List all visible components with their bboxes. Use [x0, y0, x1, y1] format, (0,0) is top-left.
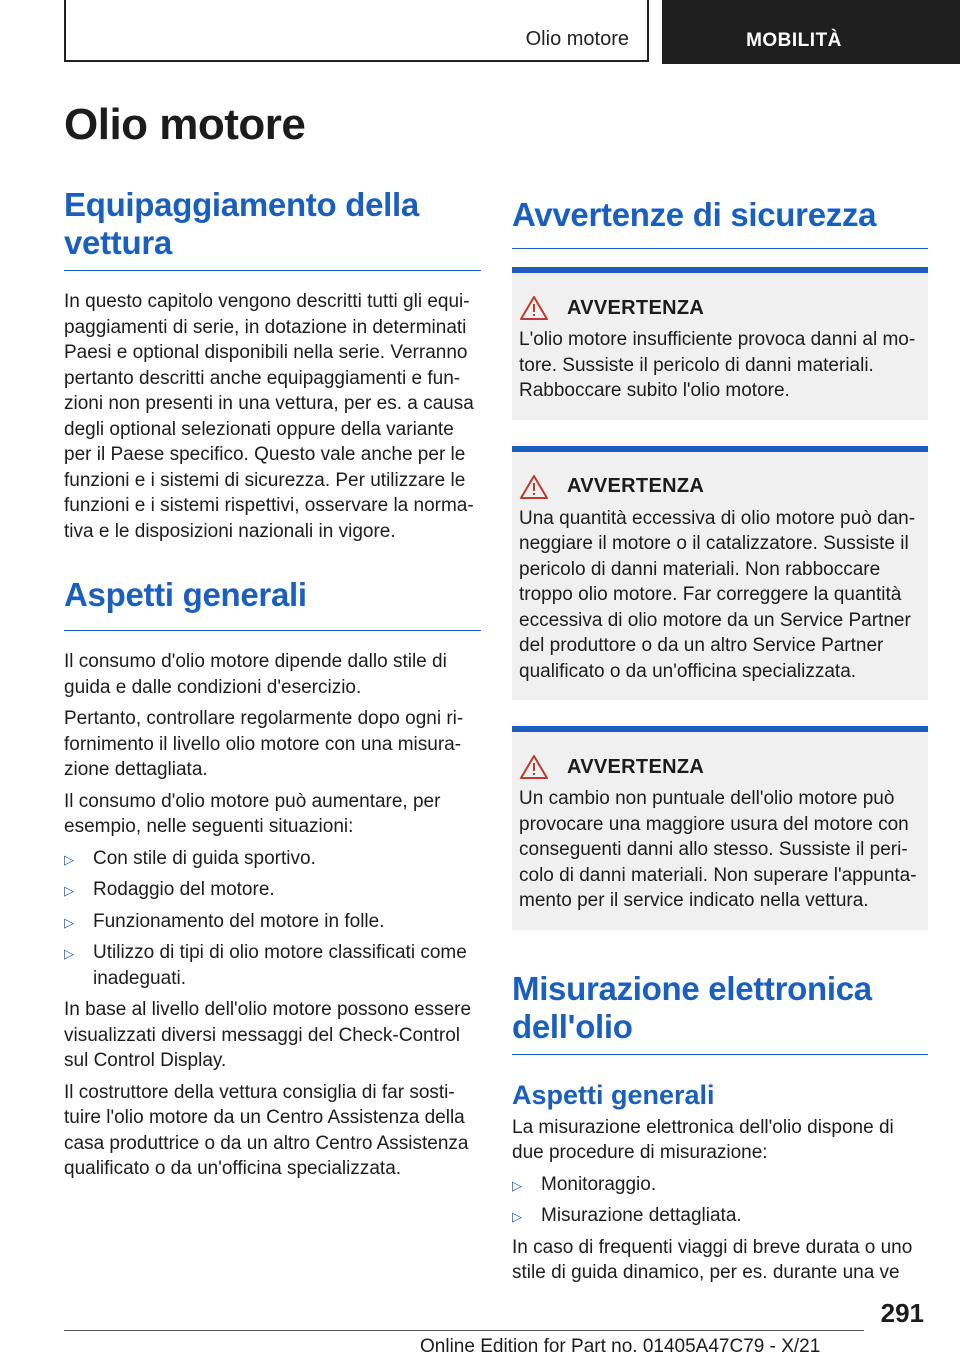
warning-triangle-icon	[519, 474, 549, 500]
bullet-triangle-icon: ▷	[512, 1209, 522, 1224]
heading-rule	[64, 270, 481, 271]
bullet-list	[64, 846, 481, 992]
heading-electronic-measurement: Misurazione elettronica dell'olio	[512, 969, 872, 1045]
page-number: 291	[880, 1298, 924, 1328]
bullet-triangle-icon: ▷	[64, 914, 74, 930]
list-item: ▷ Misurazione dettagliata.	[512, 1203, 928, 1229]
bullet-triangle-icon: ▷	[64, 851, 74, 867]
paragraph: In base al livello dell'olio motore possono essere visualizzati diversi messaggi del Check-Control sul Control Display.	[64, 999, 472, 1071]
paragraph: Pertanto, controllare regolarmente dopo ogni rifornimento il livello olio motore con una misurazione dettagliata.	[64, 708, 464, 780]
paragraph: In caso di frequenti viaggi di breve durata o uno stile di guida dinamico, per es. durante una ve	[512, 1236, 913, 1283]
footer-rule	[64, 1330, 864, 1331]
warning-box	[512, 446, 928, 701]
heading-safety-warnings: Avvertenze di sicurezza	[512, 196, 877, 233]
heading-rule	[512, 1054, 928, 1055]
warning-title: AVVERTENZA	[567, 755, 705, 778]
header-section-box	[64, 0, 649, 62]
warning-box	[512, 267, 928, 420]
heading-rule	[64, 630, 481, 631]
header-chapter-label: MOBILITÀ	[746, 30, 842, 51]
paragraph-equipment: In questo capitolo vengono descritti tutti gli equipaggiamenti di serie, in dotazione in determinati Paesi e optional disponibili nella serie. Verranno pertanto descritti anche equipaggiamenti e funzioni non presenti in una vettura, per es. a causa degli optional selezionati oppure della variante per il Paese specifico. Questo vale anche per le funzioni e i sistemi di sicurezza. Per utilizzare le funzioni e i sistemi rispettivi, osservare la normativa e le disposizioni nazionali in vigore.	[64, 291, 474, 542]
header-chapter-tab	[662, 0, 960, 64]
warning-title: AVVERTENZA	[567, 475, 705, 497]
heading-general-aspects: Aspetti generali	[64, 576, 307, 613]
warning-text: Un cambio non puntuale dell'olio motore può provocare una maggiore usura del motore con conseguenti danni allo stesso. Sussiste il pericolo di danni materiali. Non superare l'appuntamento per il service indicato nella vettura.	[519, 788, 917, 911]
list-item: ▷ Rodaggio del motore.	[64, 877, 481, 903]
bullet-triangle-icon: ▷	[64, 883, 74, 898]
heading-equipment: Equipaggiamento della vettura	[64, 186, 419, 261]
warning-text: Una quantità eccessiva di olio motore può danneggiare il motore o il catalizzatore. Sussiste il pericolo di danni materiali. Non rabboccare troppo olio motore. Far correggere la quantità eccessiva di olio motore da un Service Partner del produttore o da un altro Service Partner qualificato o da un'officina specializzata.	[519, 507, 916, 682]
list-item: ▷ Funzionamento del motore in folle.	[64, 909, 481, 935]
paragraph: Il costruttore della vettura consiglia di far sostituire l'olio motore da un Centro Assistenza della casa produttrice o da un altro Centro Assistenza qualificato o da un'officina specializzata.	[64, 1081, 469, 1179]
list-item: ▷ Con stile di guida sportivo.	[64, 846, 481, 872]
list-item: ▷ Monitoraggio.	[512, 1172, 928, 1198]
paragraph: Il consumo d'olio motore può aumentare, per esempio, nelle seguenti situazioni:	[64, 790, 441, 837]
header-section-title: Olio motore	[525, 28, 629, 50]
bullet-triangle-icon: ▷	[512, 1177, 522, 1193]
paragraph: Il consumo d'olio motore dipende dallo stile di guida e dalle condizioni d'esercizio.	[64, 651, 447, 698]
heading-rule	[512, 248, 928, 249]
bullet-list	[512, 1172, 928, 1229]
warning-triangle-icon	[519, 295, 549, 321]
bullet-triangle-icon: ▷	[64, 946, 74, 961]
footer-edition-text: Online Edition for Part no. 01405A47C79 - X/21	[420, 1336, 821, 1357]
warning-triangle-icon	[519, 754, 549, 780]
left-column	[64, 186, 481, 1188]
warning-text: L'olio motore insufficiente provoca danni al motore. Sussiste il pericolo di danni materiali. Rabboccare subito l'olio motore.	[519, 329, 916, 401]
page-header	[0, 0, 960, 66]
warning-title: AVVERTENZA	[567, 296, 705, 319]
subheading-general-aspects: Aspetti generali	[512, 1079, 715, 1110]
list-item: ▷ Utilizzo di tipi di olio motore classificati come inadeguati.	[64, 942, 467, 989]
right-column	[512, 186, 928, 1292]
paragraph: La misurazione elettronica dell'olio dispone di due procedure di misurazione:	[512, 1116, 894, 1163]
warning-box	[512, 726, 928, 930]
page-title: Olio motore	[64, 100, 306, 149]
